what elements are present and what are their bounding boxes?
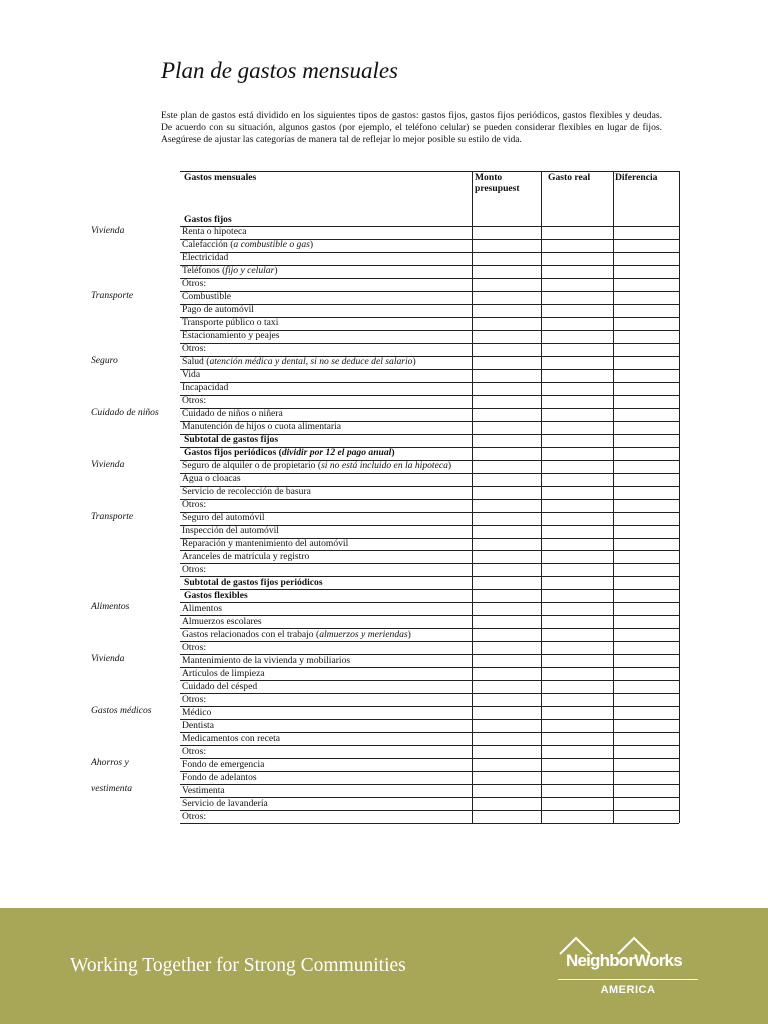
actual-cell[interactable]: [542, 720, 612, 731]
table-row-label: [182, 629, 470, 641]
row-text: Mantenimiento de la vivienda y mobiliarios: [182, 654, 351, 666]
actual-cell[interactable]: [542, 461, 612, 472]
header-monto-presupuestado: Monto presupuest: [475, 172, 520, 194]
budget-cell[interactable]: [473, 370, 540, 381]
difference-cell[interactable]: [614, 668, 678, 679]
row-note: si no está incluido en la hipoteca: [321, 460, 448, 472]
budget-cell[interactable]: [473, 292, 540, 303]
row-text: Combustible: [182, 291, 232, 303]
budget-cell[interactable]: [473, 655, 540, 666]
actual-cell[interactable]: [542, 487, 612, 498]
budget-cell[interactable]: [473, 577, 540, 588]
budget-cell[interactable]: [473, 629, 540, 640]
budget-cell[interactable]: [473, 253, 540, 264]
budget-cell[interactable]: [473, 240, 540, 251]
difference-cell[interactable]: [614, 603, 678, 614]
difference-cell[interactable]: [614, 681, 678, 692]
difference-cell[interactable]: [614, 785, 678, 796]
table-row-label: [182, 811, 470, 823]
difference-cell[interactable]: [614, 318, 678, 329]
row-text: Otros:: [182, 810, 206, 822]
budget-cell[interactable]: [473, 785, 540, 796]
difference-cell[interactable]: [614, 500, 678, 511]
difference-cell[interactable]: [614, 305, 678, 316]
budget-cell[interactable]: [473, 798, 540, 809]
table-row-label: [184, 577, 472, 589]
logo-subtitle: AMERICA: [600, 984, 656, 996]
row-text: Alimentos: [182, 602, 222, 614]
row-rule: [180, 823, 679, 824]
row-text: Otros:: [182, 563, 206, 575]
row-text: Otros:: [182, 641, 206, 653]
row-text: Transporte público o taxi: [182, 317, 279, 329]
row-text: Seguro del automóvil: [182, 512, 265, 524]
row-text: Inspección del automóvil: [182, 525, 279, 537]
table-row-label: [184, 434, 472, 446]
table-row-label: [182, 226, 470, 238]
difference-cell[interactable]: [614, 616, 678, 627]
budget-cell[interactable]: [473, 564, 540, 575]
category-label: Ahorros y: [91, 757, 129, 769]
table-row-label: [184, 447, 472, 459]
difference-cell[interactable]: [614, 435, 678, 446]
budget-cell[interactable]: [473, 733, 540, 744]
row-text: Manutención de hijos o cuota alimentaria: [182, 421, 342, 433]
budget-cell[interactable]: [473, 357, 540, 368]
actual-cell[interactable]: [542, 266, 612, 277]
table-row-label: [182, 538, 470, 550]
budget-cell[interactable]: [473, 668, 540, 679]
actual-cell[interactable]: [542, 370, 612, 381]
table-row-label: [182, 525, 470, 537]
actual-cell[interactable]: [542, 759, 612, 770]
category-label: Transporte: [91, 510, 134, 522]
row-note: a combustible o gas: [233, 239, 310, 251]
budget-cell[interactable]: [473, 772, 540, 783]
budget-cell[interactable]: [473, 681, 540, 692]
category-label: Alimentos: [91, 601, 130, 613]
difference-cell[interactable]: [614, 655, 678, 666]
row-text: Medicamentos con receta: [182, 732, 281, 744]
row-text: Otros:: [182, 395, 206, 407]
actual-cell[interactable]: [542, 707, 612, 718]
budget-cell[interactable]: [473, 539, 540, 550]
actual-cell[interactable]: [542, 733, 612, 744]
actual-cell[interactable]: [542, 214, 612, 225]
budget-cell[interactable]: [473, 396, 540, 407]
row-text-end: ): [391, 447, 395, 459]
difference-cell[interactable]: [614, 694, 678, 705]
row-text: Aranceles de matrícula y registro: [182, 550, 310, 562]
difference-cell[interactable]: [614, 253, 678, 264]
difference-cell[interactable]: [614, 526, 678, 537]
budget-cell[interactable]: [473, 616, 540, 627]
category-label: Transporte: [91, 289, 134, 301]
row-text: Cuidado del césped: [182, 680, 258, 692]
difference-cell[interactable]: [614, 240, 678, 251]
table-row-label: [182, 512, 470, 524]
budget-cell[interactable]: [473, 331, 540, 342]
actual-cell[interactable]: [542, 603, 612, 614]
category-label: vestimenta: [91, 783, 133, 795]
table-row-label: [182, 473, 470, 485]
row-text: Vestimenta: [182, 784, 225, 796]
actual-cell[interactable]: [542, 526, 612, 537]
table-row-label: [182, 707, 470, 719]
difference-cell[interactable]: [614, 370, 678, 381]
table-row-label: [182, 343, 470, 355]
actual-cell[interactable]: [542, 383, 612, 394]
actual-cell[interactable]: [542, 474, 612, 485]
row-text: Otros:: [182, 499, 206, 511]
actual-cell[interactable]: [542, 409, 612, 420]
budget-cell[interactable]: [473, 720, 540, 731]
actual-cell[interactable]: [542, 318, 612, 329]
row-text: Subtotal de gastos fijos periódicos: [184, 576, 323, 588]
actual-cell[interactable]: [542, 227, 612, 238]
row-text: Incapacidad: [182, 382, 229, 394]
row-text: Otros:: [182, 343, 206, 355]
difference-cell[interactable]: [614, 214, 678, 225]
row-note: fijo y celular: [225, 265, 275, 277]
table-row-label: [182, 785, 470, 797]
difference-cell[interactable]: [614, 513, 678, 524]
budget-cell[interactable]: [473, 344, 540, 355]
actual-cell[interactable]: [542, 616, 612, 627]
row-text-end: ): [274, 265, 278, 277]
row-text: Renta o hipoteca: [182, 226, 247, 238]
budget-cell[interactable]: [473, 435, 540, 446]
table-row-label: [182, 265, 470, 277]
table-row-label: [182, 421, 470, 433]
budget-cell[interactable]: [473, 642, 540, 653]
row-text: Subtotal de gastos fijos: [184, 434, 279, 446]
row-text: Servicio de lavandería: [182, 797, 268, 809]
budget-cell[interactable]: [473, 551, 540, 562]
row-text-end: ): [309, 239, 314, 251]
table-row-label: [182, 681, 470, 693]
row-note: atención médica y dental, si no se deduce del salario: [209, 356, 413, 368]
row-text: Fondo de adelantos: [182, 771, 257, 783]
actual-cell[interactable]: [542, 798, 612, 809]
row-text: Reparación y mantenimiento del automóvil: [182, 538, 349, 549]
difference-cell[interactable]: [614, 798, 678, 809]
actual-cell[interactable]: [542, 590, 612, 601]
difference-cell[interactable]: [614, 551, 678, 562]
difference-cell[interactable]: [614, 344, 678, 355]
row-text: Salud (: [182, 356, 210, 368]
actual-cell[interactable]: [542, 253, 612, 264]
row-text: Agua o cloacas: [182, 473, 241, 485]
category-label: Gastos médicos: [91, 705, 152, 717]
budget-cell[interactable]: [473, 707, 540, 718]
table-row-label: [182, 759, 470, 771]
budget-cell[interactable]: [473, 759, 540, 770]
row-text: Pago de automóvil: [182, 304, 254, 316]
difference-cell[interactable]: [614, 331, 678, 342]
budget-cell[interactable]: [473, 422, 540, 433]
actual-cell[interactable]: [542, 629, 612, 640]
table-row-label: [182, 395, 470, 407]
actual-cell[interactable]: [542, 694, 612, 705]
difference-cell[interactable]: [614, 564, 678, 575]
difference-cell[interactable]: [614, 577, 678, 588]
difference-cell[interactable]: [614, 772, 678, 783]
table-row-label: [182, 746, 470, 758]
header-gasto-real: Gasto real: [548, 172, 591, 183]
row-text: Médico: [182, 706, 212, 718]
table-row-label: [184, 590, 472, 602]
intro-paragraph: Este plan de gastos está dividido en los siguientes tipos de gastos: gastos fijos, gastos fijos periódicos, gastos flexibles y deudas. De acuerdo con su situación, algunos gastos (por ejemplo, el teléfono celular) se pueden considerar flexibles en lugar de fijos. Asegúrese de ajustar las categorías de manera tal de reflejar lo mejor posible su estilo de vida.: [161, 110, 662, 145]
row-text: Otros:: [182, 745, 206, 757]
table-row-label: [182, 499, 470, 511]
actual-cell[interactable]: [542, 642, 612, 653]
table-row-label: [182, 356, 470, 368]
budget-cell[interactable]: [473, 409, 540, 420]
budget-cell[interactable]: [473, 694, 540, 705]
budget-cell[interactable]: [473, 487, 540, 498]
budget-cell[interactable]: [473, 474, 540, 485]
difference-cell[interactable]: [614, 292, 678, 303]
table-row-label: [182, 252, 470, 264]
actual-cell[interactable]: [542, 396, 612, 407]
difference-cell[interactable]: [614, 266, 678, 277]
page-title: Plan de gastos mensuales: [161, 58, 399, 83]
logo-divider: [558, 979, 698, 980]
budget-cell[interactable]: [473, 526, 540, 537]
table-row-label: [182, 330, 470, 342]
row-text: Fondo de emergencia: [182, 758, 265, 770]
difference-cell[interactable]: [614, 409, 678, 420]
budget-cell[interactable]: [473, 746, 540, 757]
row-text: Otros:: [182, 693, 206, 705]
difference-cell[interactable]: [614, 746, 678, 757]
actual-cell[interactable]: [542, 811, 612, 822]
difference-cell[interactable]: [614, 448, 678, 459]
table-row-label: [182, 694, 470, 706]
row-text: Gastos fijos periódicos (: [184, 447, 282, 459]
actual-cell[interactable]: [542, 331, 612, 342]
difference-cell[interactable]: [614, 590, 678, 601]
category-label: Vivienda: [91, 653, 125, 665]
difference-cell[interactable]: [614, 539, 678, 550]
actual-cell[interactable]: [542, 772, 612, 783]
difference-cell[interactable]: [614, 629, 678, 640]
table-row-label: [182, 291, 470, 303]
row-note: almuerzos y meriendas: [319, 628, 408, 640]
row-text: Calefacción (: [182, 239, 234, 251]
header-gastos-mensuales: Gastos mensuales: [184, 172, 257, 183]
difference-cell[interactable]: [614, 396, 678, 407]
budget-cell[interactable]: [473, 305, 540, 316]
difference-cell[interactable]: [614, 487, 678, 498]
budget-cell[interactable]: [473, 500, 540, 511]
actual-cell[interactable]: [542, 513, 612, 524]
budget-cell[interactable]: [473, 383, 540, 394]
actual-cell[interactable]: [542, 539, 612, 550]
difference-cell[interactable]: [614, 733, 678, 744]
budget-cell[interactable]: [473, 227, 540, 238]
actual-cell[interactable]: [542, 292, 612, 303]
row-text: Cuidado de niños o niñera: [182, 408, 283, 420]
actual-cell[interactable]: [542, 357, 612, 368]
actual-cell[interactable]: [542, 681, 612, 692]
table-row-label: [182, 616, 470, 628]
row-text: Teléfonos (: [182, 265, 226, 277]
difference-cell[interactable]: [614, 811, 678, 822]
table-row-label: [182, 278, 470, 290]
actual-cell[interactable]: [542, 551, 612, 562]
budget-cell[interactable]: [473, 266, 540, 277]
actual-cell[interactable]: [542, 746, 612, 757]
neighborworks-logo: [558, 936, 698, 1000]
row-text: Estacionamiento y peajes: [182, 330, 280, 342]
category-label: Vivienda: [91, 458, 125, 470]
row-text-end: ): [447, 460, 452, 472]
difference-cell[interactable]: [614, 461, 678, 472]
row-text: Gastos fijos: [184, 213, 232, 225]
actual-cell[interactable]: [542, 435, 612, 446]
budget-cell[interactable]: [473, 603, 540, 614]
difference-cell[interactable]: [614, 227, 678, 238]
actual-cell[interactable]: [542, 240, 612, 251]
budget-cell[interactable]: [473, 811, 540, 822]
budget-cell[interactable]: [473, 461, 540, 472]
table-row-label: [182, 239, 470, 251]
difference-cell[interactable]: [614, 474, 678, 485]
category-label: Cuidado de niños: [91, 406, 159, 418]
table-row-label: [182, 642, 470, 654]
row-text: Electricidad: [182, 252, 229, 264]
table-row-label: [182, 655, 470, 667]
footer-slogan: Working Together for Strong Communities: [70, 955, 406, 976]
actual-cell[interactable]: [542, 422, 612, 433]
table-row-label: [182, 551, 470, 563]
table-row-label: [182, 603, 470, 615]
budget-cell[interactable]: [473, 318, 540, 329]
table-row-label: [182, 486, 470, 498]
row-text: Dentista: [182, 719, 214, 731]
actual-cell[interactable]: [542, 655, 612, 666]
row-text-end: ): [412, 356, 416, 368]
header-diferencia: Diferencia: [615, 172, 658, 183]
table-row-label: [182, 668, 470, 680]
table-row-label: [182, 317, 470, 329]
table-row-label: [184, 214, 472, 226]
budget-cell[interactable]: [473, 448, 540, 459]
table-row-label: [182, 733, 470, 745]
table-row-label: [182, 369, 470, 381]
table-row-label: [182, 304, 470, 316]
row-note: dividir por 12 el pago anual: [281, 447, 392, 459]
table-row-label: [182, 720, 470, 732]
actual-cell[interactable]: [542, 577, 612, 588]
difference-cell[interactable]: [614, 707, 678, 718]
difference-cell[interactable]: [614, 279, 678, 290]
difference-cell[interactable]: [614, 422, 678, 433]
table-row-label: [182, 772, 470, 784]
row-text: Seguro de alquiler o de propietario (: [182, 460, 322, 472]
table-row-label: [182, 564, 470, 576]
difference-cell[interactable]: [614, 720, 678, 731]
row-text: Vida: [182, 369, 201, 381]
actual-cell[interactable]: [542, 668, 612, 679]
table-row-label: [182, 798, 470, 810]
actual-cell[interactable]: [542, 344, 612, 355]
table-row-label: [182, 382, 470, 394]
budget-cell[interactable]: [473, 279, 540, 290]
logo-name: NeighborWorks: [566, 951, 682, 970]
table-row-label: [182, 408, 470, 420]
column-divider: [679, 171, 680, 823]
row-text: Servicio de recolección de basura: [182, 486, 311, 498]
table-row-label: [182, 460, 470, 472]
difference-cell[interactable]: [614, 357, 678, 368]
budget-cell[interactable]: [473, 214, 540, 225]
row-text: Otros:: [182, 278, 206, 290]
actual-cell[interactable]: [542, 564, 612, 575]
row-text: Gastos relacionados con el trabajo (: [182, 628, 320, 640]
actual-cell[interactable]: [542, 448, 612, 459]
difference-cell[interactable]: [614, 759, 678, 770]
row-text: Gastos flexibles: [184, 589, 248, 601]
actual-cell[interactable]: [542, 785, 612, 796]
difference-cell[interactable]: [614, 383, 678, 394]
actual-cell[interactable]: [542, 279, 612, 290]
actual-cell[interactable]: [542, 305, 612, 316]
category-label: Seguro: [91, 354, 118, 366]
row-text-end: ): [407, 628, 411, 640]
row-text: Almuerzos escolares: [182, 615, 262, 627]
row-text: Artículos de limpieza: [182, 667, 265, 679]
difference-cell[interactable]: [614, 642, 678, 653]
actual-cell[interactable]: [542, 500, 612, 511]
category-label: Vivienda: [91, 224, 125, 236]
budget-cell[interactable]: [473, 590, 540, 601]
budget-cell[interactable]: [473, 513, 540, 524]
